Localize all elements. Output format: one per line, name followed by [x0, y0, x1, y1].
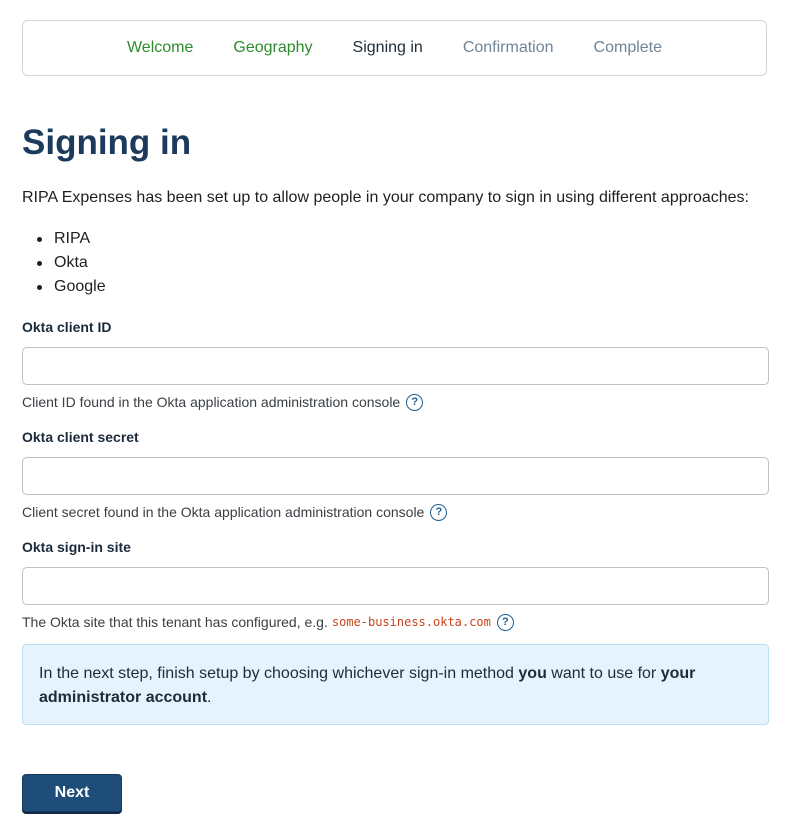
notice-emphasis-you: you	[518, 665, 547, 682]
okta-signin-site-group	[22, 538, 769, 632]
next-step-notice	[22, 644, 769, 725]
okta-client-id-input[interactable]	[22, 347, 769, 385]
okta-client-secret-help-text: Client secret found in the Okta application administration console	[22, 504, 425, 520]
list-item: Okta	[22, 251, 106, 275]
okta-client-secret-group	[22, 428, 769, 522]
question-circle-icon[interactable]: ?	[406, 394, 423, 411]
okta-signin-site-input[interactable]	[22, 567, 769, 605]
next-button[interactable]: Next	[22, 774, 122, 812]
intro-text: RIPA Expenses has been set up to allow people in your company to sign in using different approaches:	[22, 189, 749, 206]
step-welcome[interactable]: Welcome	[126, 39, 194, 56]
okta-client-id-group	[22, 318, 769, 412]
okta-client-secret-label: Okta client secret	[22, 429, 139, 445]
okta-client-secret-input[interactable]	[22, 457, 769, 495]
step-confirmation: Confirmation	[462, 39, 554, 56]
okta-client-secret-help	[22, 502, 769, 522]
step-geography[interactable]: Geography	[233, 39, 313, 56]
okta-client-id-help-text: Client ID found in the Okta application administration console	[22, 394, 401, 410]
step-signing-in: Signing in	[352, 39, 423, 56]
step-complete: Complete	[593, 39, 663, 56]
sign-in-methods-list	[22, 227, 106, 299]
okta-signin-site-help-text: The Okta site that this tenant has configured, e.g.	[22, 614, 328, 630]
question-circle-icon[interactable]: ?	[430, 504, 447, 521]
okta-site-example: some-business.okta.com	[331, 615, 491, 629]
page-title: Signing in	[22, 123, 192, 162]
notice-text: want to use for	[546, 665, 661, 682]
question-circle-icon[interactable]: ?	[497, 614, 514, 631]
notice-text: In the next step, finish setup by choosing whichever sign-in method	[39, 665, 519, 682]
setup-stepper	[22, 20, 767, 76]
notice-emphasis-admin-account: your administrator account	[39, 665, 696, 706]
okta-client-id-label: Okta client ID	[22, 319, 112, 335]
okta-signin-site-help	[22, 612, 769, 632]
okta-signin-site-label: Okta sign-in site	[22, 539, 131, 555]
list-item: Google	[22, 275, 106, 299]
okta-client-id-help	[22, 392, 769, 412]
notice-text: .	[207, 689, 212, 706]
list-item: RIPA	[22, 227, 106, 251]
